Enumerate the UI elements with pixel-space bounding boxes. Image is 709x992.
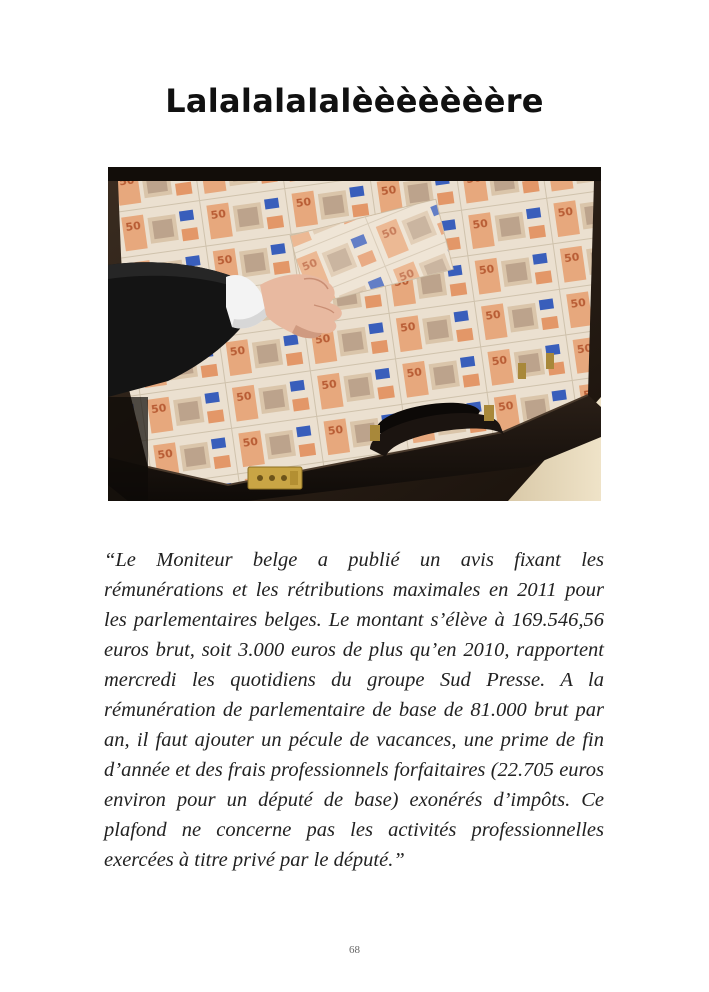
page-title: Lalalalalalèèèèèèère — [165, 82, 544, 120]
briefcase-money-photo — [108, 167, 601, 501]
page-number: 68 — [349, 944, 360, 956]
quote-paragraph: “Le Moniteur belge a publié un avis fixant les rémunérations et les rétributions maximales en 2011 pour les parlementaires belges. Le montant s’élève à 169.546,56 euros brut, soit 3.000 euros de plus qu’en 2010, rapportent mercredi les quotidiens du groupe Sud Presse. A la rémunération de parlementaire de base de 81.000 brut par an, il faut ajouter un pécule de vacances, une prime de fin d’année et des frais professionnels forfaitaires (22.705 euros environ pour un député de base) exonérés d’impôts. Ce plafond ne concerne pas les activités professionnelles exercées à titre privé par le député.” — [104, 549, 604, 871]
